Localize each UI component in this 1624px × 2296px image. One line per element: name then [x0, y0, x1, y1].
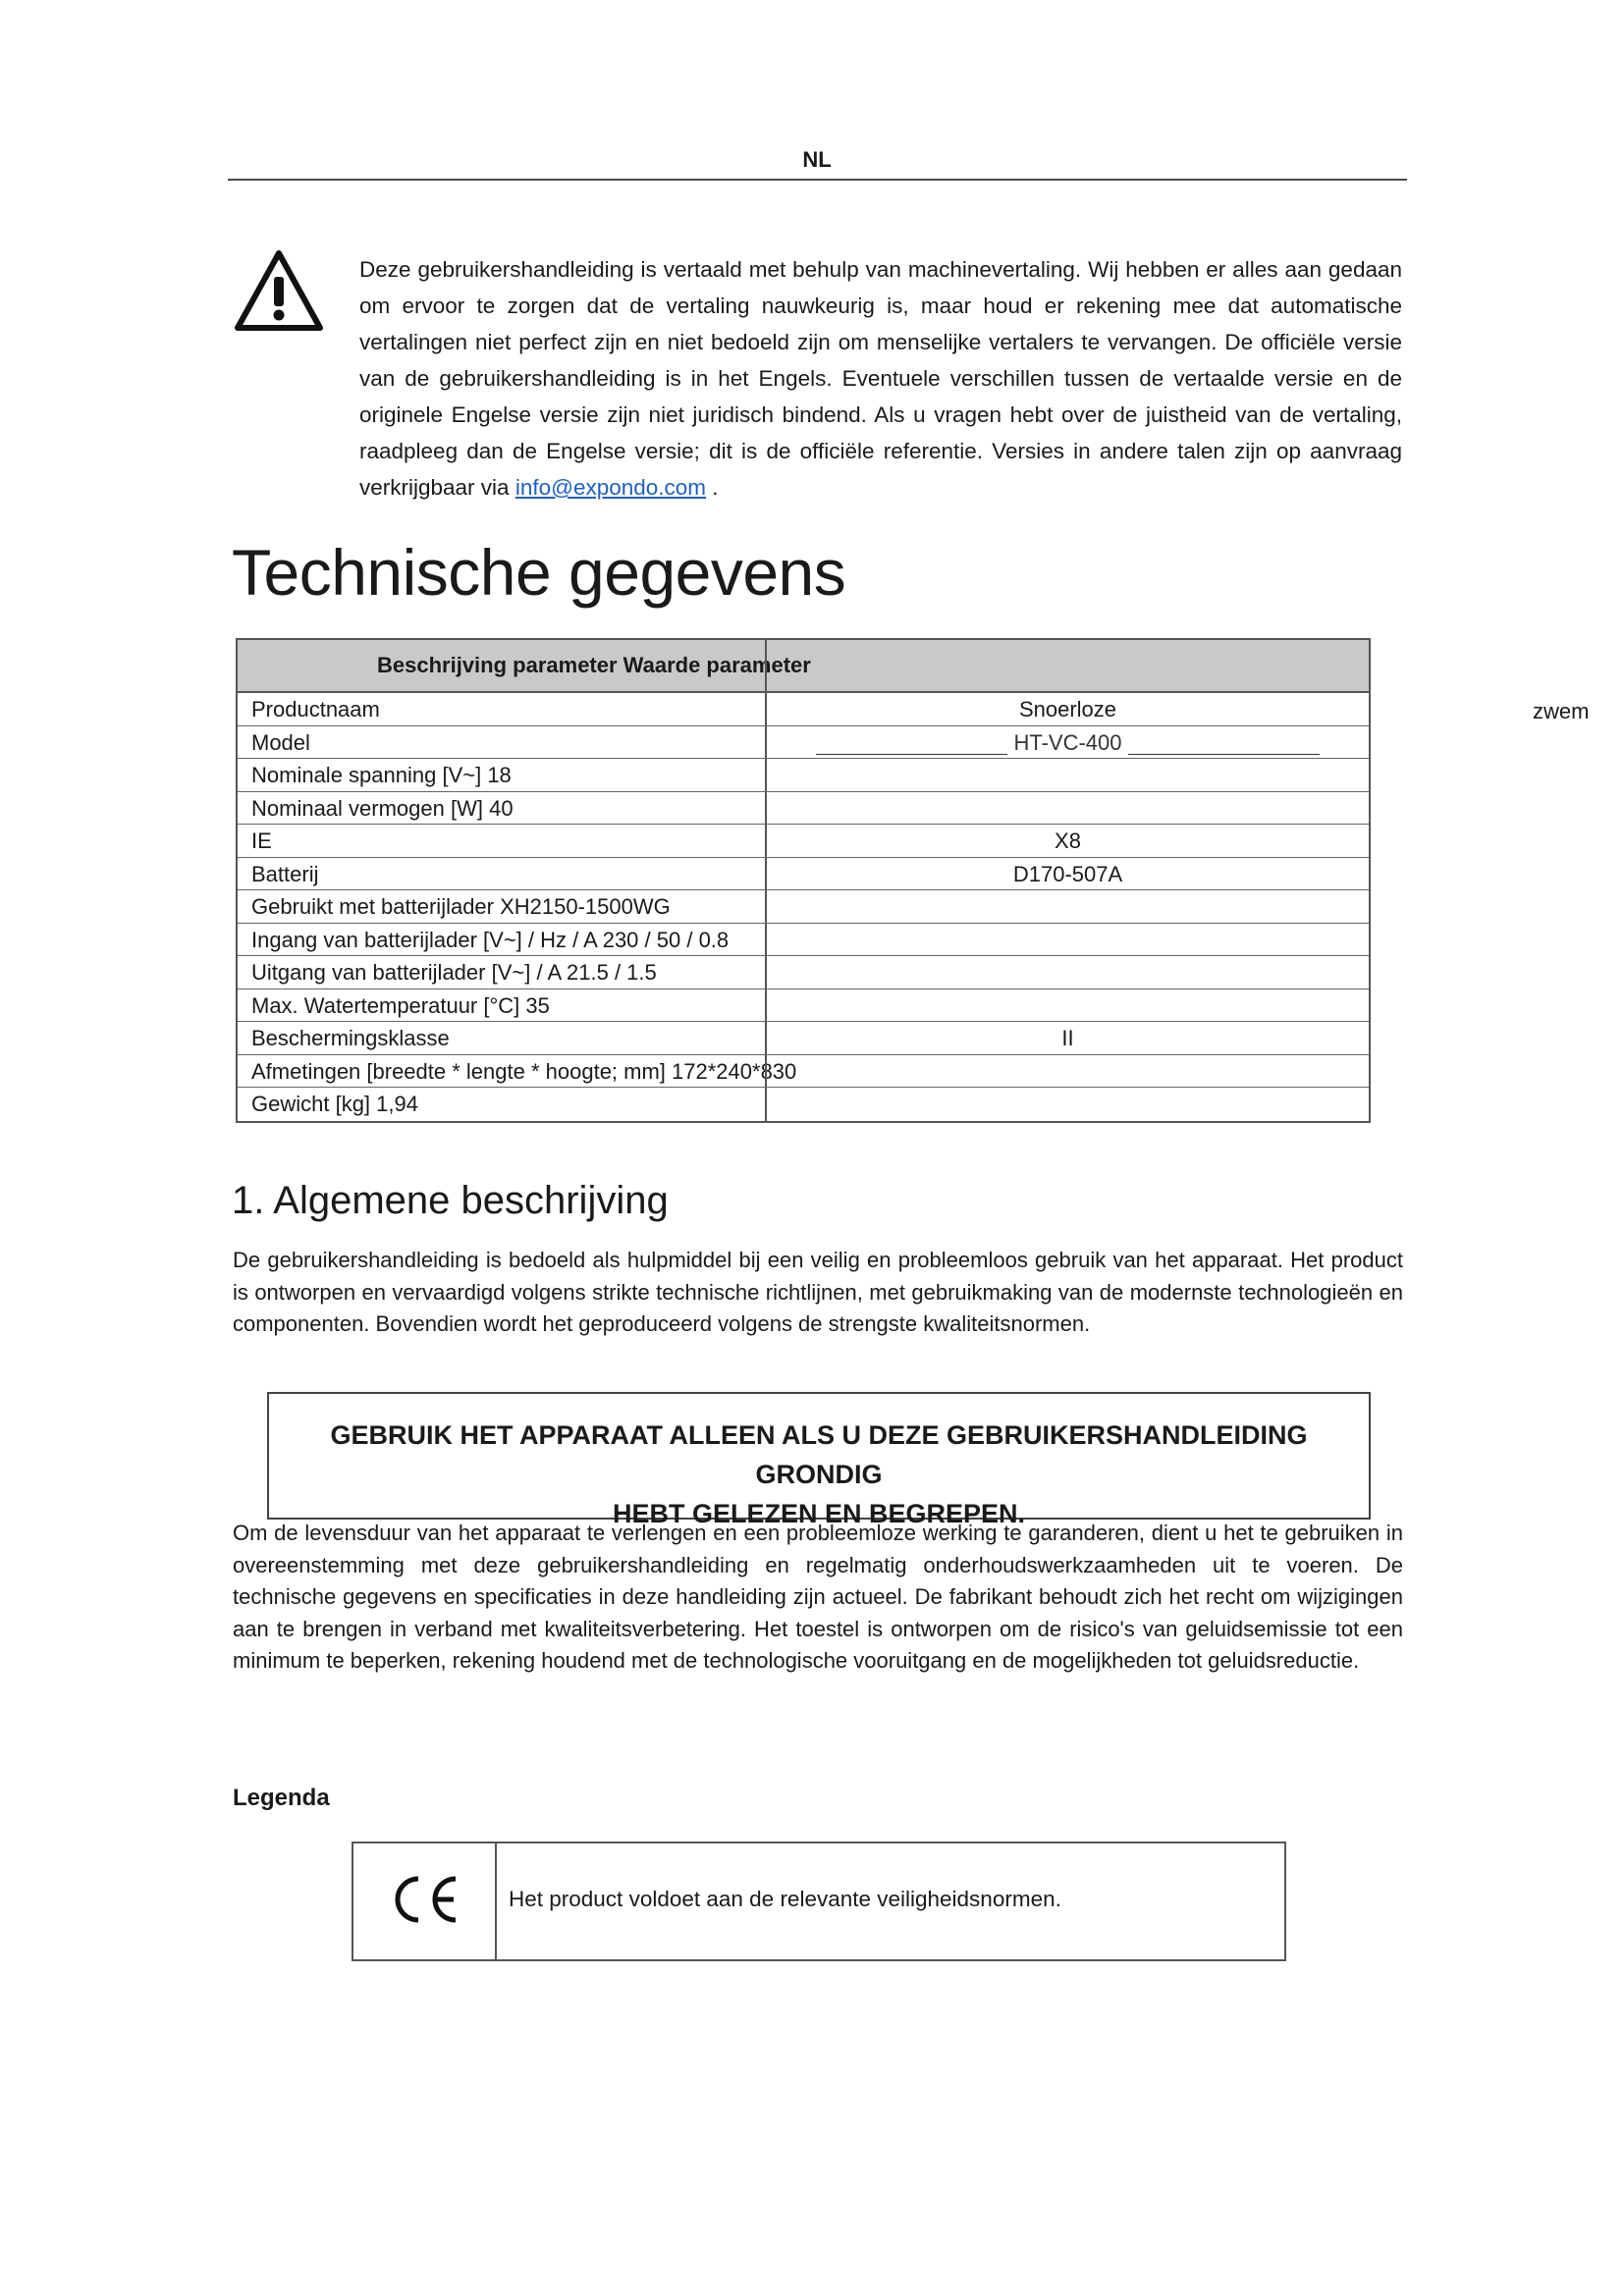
- column-divider: [765, 759, 767, 791]
- email-link[interactable]: info@expondo.com: [514, 475, 707, 500]
- table-row: [238, 1022, 1369, 1055]
- value-text: II: [1061, 1026, 1074, 1050]
- parameter-cell: Nominaal vermogen [W] 40: [251, 795, 514, 821]
- value-cell: [767, 862, 1369, 887]
- table-row: [238, 825, 1369, 858]
- read-manual-notice-box: [267, 1392, 1371, 1528]
- parameter-cell: Uitgang van batterijlader [V~] / A 21.5 / 1.5: [251, 960, 657, 985]
- overflow-text: zwem: [1533, 699, 1590, 723]
- table-row: [238, 858, 1369, 891]
- parameter-cell: Model: [251, 729, 310, 755]
- parameter-cell: Ingang van batterijlader [V~] / Hz / A 230 / 50 / 0.8: [251, 927, 730, 952]
- column-divider: [765, 989, 767, 1022]
- table-row: [238, 759, 1369, 792]
- value-text: Snoerloze: [1018, 697, 1117, 721]
- column-divider: [765, 1088, 767, 1121]
- warning-triangle-icon: [234, 249, 324, 332]
- table-row: [238, 792, 1369, 826]
- page-language-label: NL: [802, 147, 832, 172]
- header-divider: [228, 179, 1407, 181]
- column-divider: [765, 924, 767, 956]
- table-header: [238, 640, 1369, 693]
- value-text: HT-VC-400: [1007, 730, 1127, 755]
- table-row: [238, 726, 1369, 760]
- value-text: D170-507A: [1012, 861, 1123, 886]
- parameter-cell: Gewicht [kg] 1,94: [251, 1092, 418, 1116]
- parameter-cell: Batterij: [251, 861, 319, 886]
- column-divider: [765, 640, 767, 691]
- table-row: [238, 989, 1369, 1023]
- legend-title: Legenda: [233, 1785, 330, 1811]
- table-body: [238, 693, 1369, 1121]
- column-divider: [765, 956, 767, 988]
- page-title: Technische gegevens: [232, 536, 846, 609]
- column-divider: [765, 1055, 767, 1088]
- value-cell: [767, 730, 1369, 756]
- technical-data-table: [236, 638, 1371, 1123]
- ce-mark-icon: [391, 1873, 461, 1926]
- table-row: [238, 890, 1369, 924]
- notice-text-end: .: [706, 475, 719, 500]
- legend-symbol-cell: [353, 1843, 497, 1959]
- section-heading: 1. Algemene beschrijving: [232, 1179, 669, 1222]
- table-header-label: Beschrijving parameter Waarde parameter: [377, 653, 811, 677]
- column-divider: [765, 890, 767, 923]
- table-row: [238, 1088, 1369, 1121]
- value-text: X8: [1055, 828, 1081, 853]
- table-row: [238, 693, 1369, 726]
- notice-line: HEBT GELEZEN EN BEGREPEN.: [612, 1499, 1026, 1528]
- machine-translation-notice: [359, 251, 1402, 506]
- notice-text: Deze gebruikershandleiding is vertaald met behulp van machinevertaling. Wij hebben er alles aan gedaan om ervoor te zorgen dat de vertaling nauwkeurig is, maar houd er rekening mee dat automatische vertalingen niet perfect zijn en niet bedoeld zijn om menselijke vertalers te vervangen. De officiële versie van de gebruikershandleiding is in het Engels. Eventuele verschillen tussen de vertaalde versie en de originele Engelse versie zijn niet juridisch bindend. Als u vragen hebt over de juistheid van de vertaling, raadpleeg dan de Engelse versie; dit is de officiële referentie. Versies in andere talen zijn op aanvraag verkrijgbaar via: [359, 257, 1402, 500]
- parameter-cell: Gebruikt met batterijlader XH2150-1500WG: [251, 894, 671, 919]
- parameter-cell: Beschermingsklasse: [251, 1026, 450, 1050]
- table-row: [238, 956, 1369, 989]
- maintenance-paragraph: Om de levensduur van het apparaat te verlengen en een probleemloze werking te garanderen, dient u het te gebruiken in overeenstemming met deze gebruikershandleiding en regelmatig onderhoudswerkzaamheden uit te voeren. De technische gegevens en specificaties in deze handleiding zijn actueel. De fabrikant behoudt zich het recht om wijzigingen aan te brengen in verband met kwaliteitsverbetering. Het toestel is ontworpen om de risico's van geluidsemissie tot een minimum te beperken, rekening houdend met de technologische vooruitgang en de mogelijkheden tot geluidsreductie.: [233, 1521, 1403, 1673]
- parameter-cell: Nominale spanning [V~] 18: [251, 763, 512, 787]
- column-divider: [765, 792, 767, 825]
- value-cell: [767, 828, 1369, 854]
- parameter-cell: IE: [251, 828, 272, 853]
- table-row: [238, 1055, 1369, 1089]
- legend-table: [352, 1842, 1286, 1961]
- parameter-cell: Productnaam: [251, 697, 380, 721]
- notice-line: GEBRUIK HET APPARAAT ALLEEN ALS U DEZE GEBRUIKERSHANDLEIDING GRONDIG: [330, 1420, 1308, 1489]
- table-row: [238, 924, 1369, 957]
- value-cell: [767, 1026, 1369, 1051]
- legend-description: Het product voldoet aan de relevante veiligheidsnormen.: [509, 1887, 1061, 1911]
- intro-paragraph: De gebruikershandleiding is bedoeld als hulpmiddel bij een veilig en probleemloos gebruik van het apparaat. Het product is ontworpen en vervaardigd volgens strikte technische richtlijnen, met gebruikmaking van de modernste technologieën en componenten. Bovendien wordt het geproduceerd volgens de strengste kwaliteitsnormen.: [233, 1248, 1403, 1336]
- parameter-cell: Afmetingen [breedte * lengte * hoogte; mm] 172*240*830: [251, 1058, 797, 1084]
- parameter-cell: Max. Watertemperatuur [°C] 35: [251, 992, 550, 1018]
- value-cell: [767, 697, 1369, 722]
